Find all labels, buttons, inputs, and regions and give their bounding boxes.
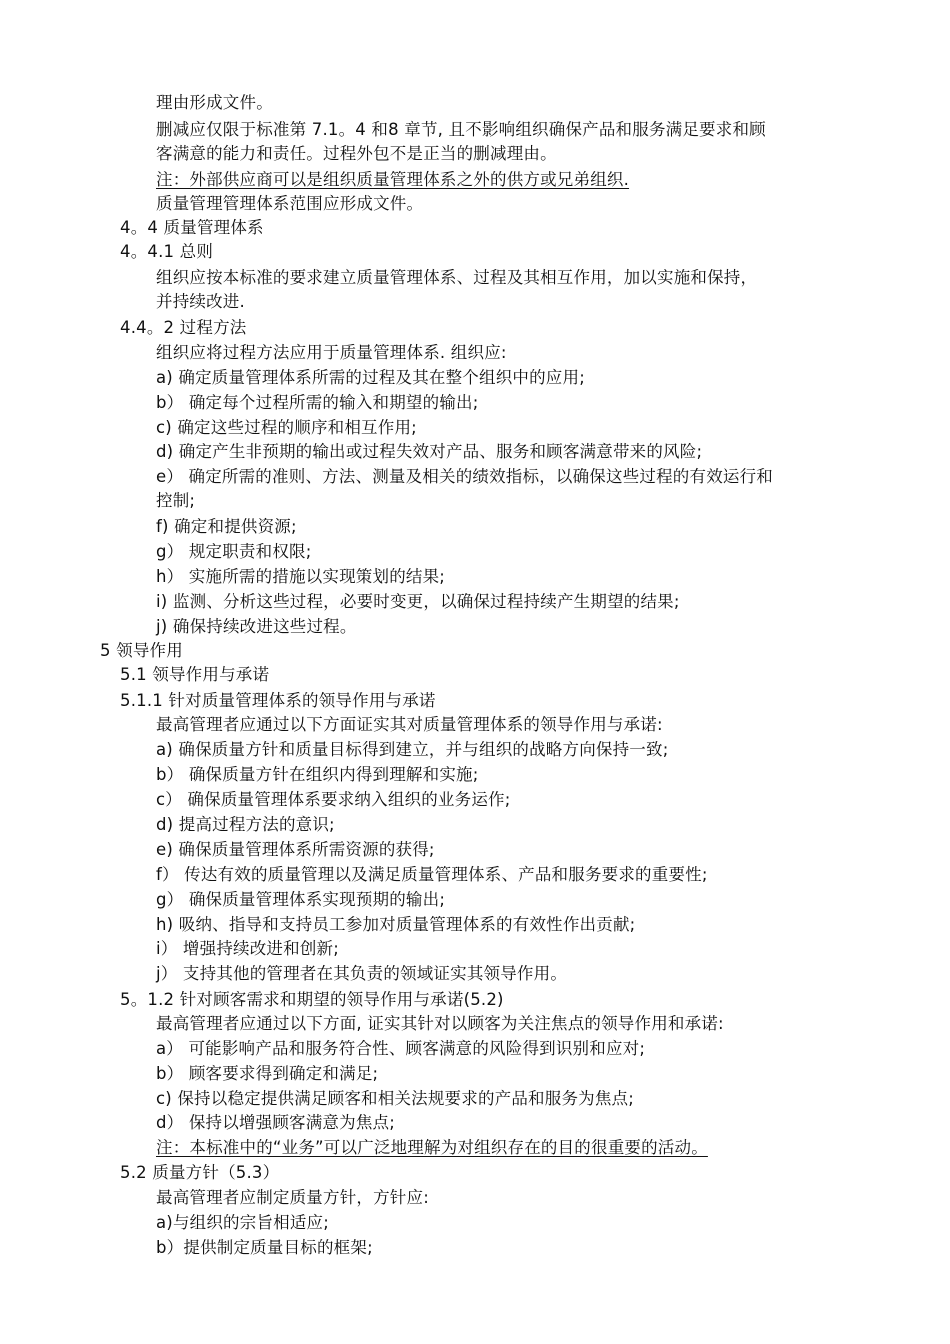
- list-item: a)与组织的宗旨相适应;: [156, 1213, 330, 1232]
- list-item: h) 吸纳、指导和支持员工参加对质量管理体系的有效性作出贡献;: [156, 915, 636, 934]
- text-line: 理由形成文件。: [156, 93, 273, 112]
- text-line: 最高管理者应通过以下方面, 证实其针对以顾客为关注焦点的领导作用和承诺:: [156, 1014, 724, 1033]
- text-line: 最高管理者应通过以下方面证实其对质量管理体系的领导作用与承诺:: [156, 715, 663, 734]
- list-item: 控制;: [156, 491, 196, 510]
- list-item: i) 监测、分析这些过程，必要时变更，以确保过程持续产生期望的结果;: [156, 592, 680, 611]
- list-item: b） 顾客要求得到确定和满足;: [156, 1064, 379, 1083]
- list-item: c) 保持以稳定提供满足顾客和相关法规要求的产品和服务为焦点;: [156, 1089, 635, 1108]
- text-line: 质量管理管理体系范围应形成文件。: [156, 194, 424, 213]
- text-line: 最高管理者应制定质量方针，方针应:: [156, 1188, 429, 1207]
- list-item: j) 确保持续改进这些过程。: [156, 617, 357, 636]
- text-line: 组织应将过程方法应用于质量管理体系. 组织应:: [156, 343, 507, 362]
- text-line: 组织应按本标准的要求建立质量管理体系、过程及其相互作用，加以实施和保持，: [156, 268, 758, 287]
- list-item: b） 确定每个过程所需的输入和期望的输出;: [156, 393, 479, 412]
- list-item: d） 保持以增强顾客满意为焦点;: [156, 1113, 395, 1132]
- text-line: 删减应仅限于标准第 7.1。4 和8 章节, 且不影响组织确保产品和服务满足要求和顾: [156, 120, 766, 139]
- list-item: c） 确保质量管理体系要求纳入组织的业务运作;: [156, 790, 511, 809]
- list-item: d) 提高过程方法的意识;: [156, 815, 335, 834]
- list-item: j） 支持其他的管理者在其负责的领域证实其领导作用。: [156, 964, 568, 983]
- list-item: a) 确保质量方针和质量目标得到建立，并与组织的战略方向保持一致;: [156, 740, 669, 759]
- list-item: a) 确定质量管理体系所需的过程及其在整个组织中的应用;: [156, 368, 585, 387]
- section-heading: 5.2 质量方针（5.3）: [120, 1163, 280, 1182]
- chapter-heading: 5 领导作用: [100, 641, 183, 660]
- section-heading: 4.4。2 过程方法: [120, 318, 247, 337]
- list-item: h） 实施所需的措施以实现策划的结果;: [156, 567, 446, 586]
- list-item: f） 传达有效的质量管理以及满足质量管理体系、产品和服务要求的重要性;: [156, 865, 708, 884]
- list-item: g） 规定职责和权限;: [156, 542, 312, 561]
- list-item: d) 确定产生非预期的输出或过程失效对产品、服务和顾客满意带来的风险;: [156, 442, 703, 461]
- text-line: 客满意的能力和责任。过程外包不是正当的删减理由。: [156, 144, 557, 163]
- list-item: g） 确保质量管理体系实现预期的输出;: [156, 890, 446, 909]
- section-heading: 4。4 质量管理体系: [120, 218, 264, 237]
- list-item: c) 确定这些过程的顺序和相互作用;: [156, 418, 417, 437]
- list-item: e) 确保质量管理体系所需资源的获得;: [156, 840, 435, 859]
- list-item: f) 确定和提供资源;: [156, 517, 297, 536]
- section-heading: 5.1.1 针对质量管理体系的领导作用与承诺: [120, 691, 436, 710]
- list-item: a） 可能影响产品和服务符合性、顾客满意的风险得到识别和应对;: [156, 1039, 646, 1058]
- note-line: 注：外部供应商可以是组织质量管理体系之外的供方或兄弟组织.: [156, 170, 630, 189]
- section-heading: 5.1 领导作用与承诺: [120, 665, 270, 684]
- list-item: e） 确定所需的准则、方法、测量及相关的绩效指标，以确保这些过程的有效运行和: [156, 467, 773, 486]
- text-line: 并持续改进.: [156, 292, 245, 311]
- note-line: 注：本标准中的“业务”可以广泛地理解为对组织存在的目的很重要的活动。: [156, 1138, 708, 1157]
- section-heading: 4。4.1 总则: [120, 242, 214, 261]
- list-item: i） 增强持续改进和创新;: [156, 939, 339, 958]
- list-item: b）提供制定质量目标的框架;: [156, 1238, 373, 1257]
- section-heading: 5。1.2 针对顾客需求和期望的领导作用与承诺(5.2): [120, 990, 504, 1009]
- list-item: b） 确保质量方针在组织内得到理解和实施;: [156, 765, 479, 784]
